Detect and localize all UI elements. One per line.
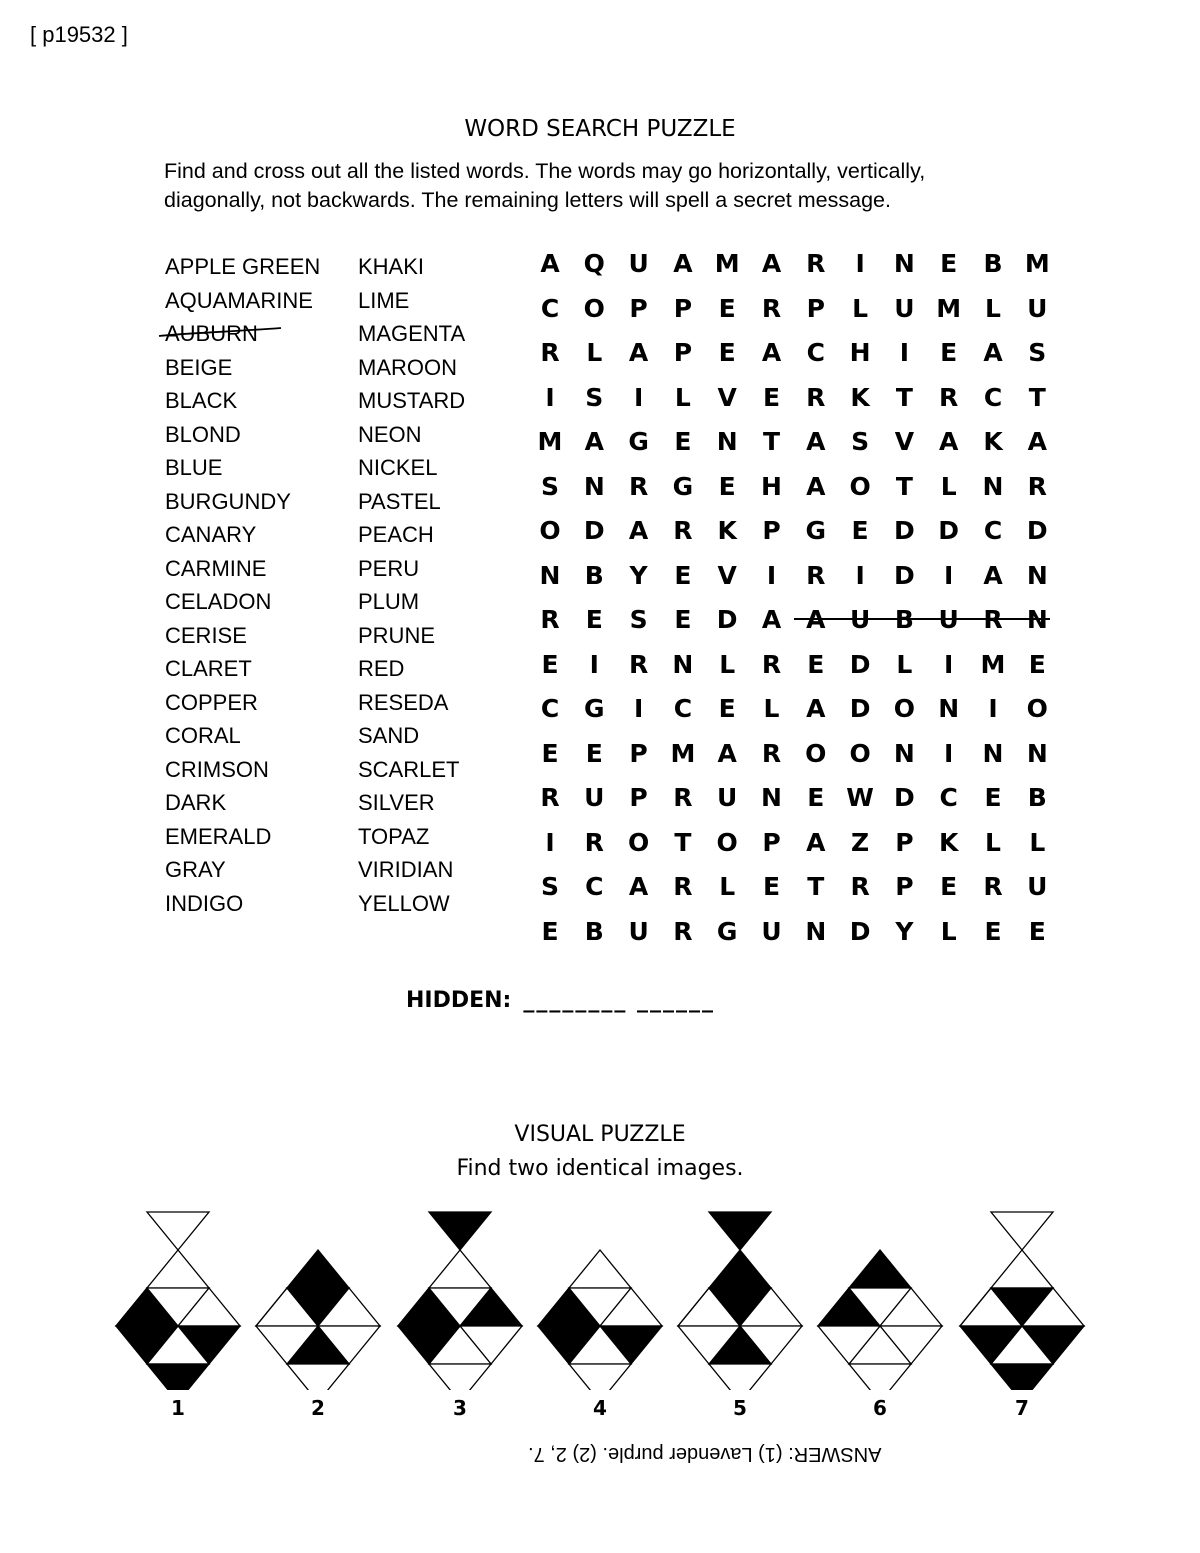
grid-letter: H [761, 471, 782, 501]
word-list-item: LIME [358, 287, 410, 313]
grid-letter: S [585, 382, 604, 412]
grid-letter: A [761, 338, 782, 367]
grid-letter: V [717, 382, 737, 412]
grid-letter: R [673, 916, 693, 946]
grid-letter: C [806, 338, 825, 367]
grid-letter: G [672, 471, 694, 501]
visual-puzzle-title: VISUAL PUZZLE [514, 1122, 686, 1147]
grid-letter: T [807, 872, 825, 901]
empty-triangle [709, 1364, 771, 1390]
grid-letter: T [895, 471, 913, 501]
grid-letter: K [717, 516, 737, 545]
word-list-item: SAND [358, 723, 420, 748]
word-list-item: CANARY [165, 522, 257, 547]
grid-letter: L [763, 694, 780, 723]
grid-letter: M [936, 293, 962, 323]
puzzle-shape [538, 1250, 662, 1390]
grid-letter: U [849, 605, 871, 634]
word-list-column-1 [165, 250, 320, 920]
grid-letter: G [628, 427, 649, 456]
grid-letter: E [984, 916, 1002, 946]
word-list-item: GRAY [165, 857, 226, 882]
grid-letter: E [807, 783, 825, 812]
grid-letter: P [629, 783, 648, 812]
grid-letter: R [1027, 471, 1047, 501]
grid-letter: B [584, 916, 604, 946]
grid-letter: U [894, 293, 915, 323]
grid-letter: A [717, 738, 737, 768]
empty-triangle [147, 1212, 209, 1250]
grid-letter: N [672, 649, 694, 679]
filled-triangle [709, 1212, 771, 1250]
grid-letter: R [628, 649, 649, 679]
grid-letter: R [540, 338, 560, 367]
word-list-item: AQUAMARINE [165, 287, 313, 313]
grid-letter: S [540, 471, 559, 501]
grid-letter: D [849, 694, 871, 723]
grid-letter: E [940, 872, 958, 901]
word-list-item: PLUM [358, 589, 420, 614]
word-list-item: COPPER [165, 689, 258, 715]
empty-triangle [991, 1250, 1053, 1288]
grid-letter: R [673, 516, 693, 545]
grid-letter: A [1027, 427, 1047, 456]
word-list-item: CELADON [165, 589, 272, 614]
grid-letter: D [894, 783, 915, 812]
grid-letter: A [983, 338, 1003, 367]
grid-letter: A [673, 249, 693, 278]
shape-number-label: 2 [311, 1396, 325, 1420]
grid-letter: I [944, 560, 954, 590]
grid-letter: B [894, 605, 914, 634]
grid-letter: E [674, 605, 692, 634]
filled-triangle [709, 1250, 771, 1288]
grid-letter: K [850, 382, 870, 412]
grid-letter: U [628, 916, 649, 946]
grid-letter: A [628, 516, 649, 545]
grid-letter: N [805, 916, 827, 946]
grid-letter: A [806, 827, 826, 857]
word-list-item: EMERALD [165, 823, 272, 849]
grid-letter: R [983, 872, 1003, 901]
grid-letter: G [805, 516, 827, 545]
word-list-item: PASTEL [358, 488, 441, 514]
filled-triangle [991, 1364, 1053, 1390]
grid-letter: B [584, 560, 604, 590]
grid-letter: C [939, 783, 958, 812]
grid-letter: D [849, 649, 871, 679]
word-list-item: APPLE GREEN [165, 254, 321, 279]
grid-letter: Z [851, 827, 870, 857]
visual-puzzle-shapes [0, 1200, 1200, 1390]
word-list-item: CORAL [165, 723, 241, 748]
grid-letter: O [849, 471, 871, 501]
grid-letter: T [762, 427, 781, 456]
grid-letter: N [539, 560, 561, 590]
shape-number-label: 7 [1015, 1396, 1029, 1420]
grid-letter: A [806, 471, 826, 501]
word-search-title: WORD SEARCH PUZZLE [464, 116, 736, 142]
word-list-item: NICKEL [358, 455, 438, 480]
grid-letter: G [584, 694, 605, 723]
grid-letter: L [985, 827, 1001, 857]
grid-letter: E [674, 560, 692, 590]
filled-triangle [429, 1212, 491, 1250]
empty-triangle [429, 1364, 491, 1390]
grid-letter: T [895, 382, 913, 412]
grid-letter: Q [583, 249, 605, 278]
grid-letter: R [628, 471, 649, 501]
grid-letter: C [585, 872, 604, 901]
grid-letter: E [541, 738, 559, 768]
empty-triangle [849, 1364, 911, 1390]
word-list-item: BEIGE [165, 354, 233, 380]
grid-letter: R [540, 783, 560, 812]
word-list-item: CARMINE [165, 555, 267, 581]
word-list-item: INDIGO [165, 890, 244, 916]
grid-letter: K [983, 427, 1003, 456]
grid-letter: A [628, 872, 649, 901]
grid-letter: K [939, 827, 959, 857]
empty-triangle [569, 1364, 631, 1390]
word-list-item: SCARLET [358, 756, 460, 782]
grid-letter: A [806, 605, 826, 634]
grid-letter: A [939, 427, 959, 456]
grid-letter: I [633, 382, 644, 412]
puzzle-shape [960, 1212, 1084, 1390]
grid-letter: B [1027, 783, 1047, 812]
word-list-item: CERISE [165, 622, 247, 648]
grid-letter: A [983, 560, 1003, 590]
grid-letter: E [585, 738, 603, 768]
grid-letter: N [1026, 560, 1048, 590]
grid-letter: N [1026, 605, 1048, 634]
visual-puzzle-subtitle: Find two identical images. [456, 1156, 744, 1181]
grid-letter: I [944, 649, 954, 679]
grid-letter: S [540, 872, 559, 901]
filled-triangle [147, 1364, 209, 1390]
grid-letter: Y [895, 916, 914, 946]
grid-letter: R [806, 382, 826, 412]
grid-letter: N [893, 738, 915, 768]
grid-letter: E [851, 516, 869, 545]
instructions-line-1: Find and cross out all the listed words. The words may go horizontally, vertically, [164, 159, 926, 183]
grid-letter: L [1029, 827, 1046, 857]
grid-letter: A [806, 427, 826, 456]
grid-letter: L [674, 382, 691, 412]
grid-letter: D [1026, 516, 1048, 545]
word-list-item: VIRIDIAN [358, 857, 454, 882]
grid-letter: H [849, 338, 871, 367]
grid-letter: L [985, 293, 1001, 323]
grid-letter: C [540, 293, 560, 323]
grid-letter: L [852, 293, 869, 323]
grid-letter: O [893, 694, 916, 723]
grid-letter: S [851, 427, 870, 456]
grid-letter: I [589, 649, 599, 679]
grid-letter: D [938, 516, 960, 545]
grid-letter: E [674, 427, 692, 456]
puzzle-shape [398, 1212, 522, 1390]
grid-letter: E [1028, 649, 1046, 679]
grid-letter: O [805, 738, 827, 768]
grid-letter: I [988, 694, 998, 723]
grid-letter: A [584, 427, 604, 456]
grid-letter: S [629, 605, 648, 634]
grid-letter: M [1024, 249, 1050, 278]
grid-letter: E [585, 605, 603, 634]
word-list-item: CLARET [165, 656, 252, 681]
grid-letter: N [716, 427, 738, 456]
grid-letter: R [540, 605, 560, 634]
empty-triangle [429, 1250, 491, 1288]
grid-letter: R [761, 738, 782, 768]
shape-number-label: 4 [593, 1396, 607, 1420]
grid-letter: D [894, 516, 915, 545]
grid-letter: L [719, 649, 736, 679]
word-list-item: KHAKI [358, 254, 425, 279]
grid-letter: R [673, 872, 693, 901]
word-list-item: BLUE [165, 455, 223, 480]
grid-letter: R [806, 560, 826, 590]
grid-letter: I [545, 827, 555, 857]
grid-letter: O [539, 516, 561, 545]
puzzle-shape [256, 1250, 380, 1390]
grid-letter: E [1028, 916, 1046, 946]
grid-letter: E [940, 338, 958, 367]
grid-letter: U [761, 916, 782, 946]
grid-letter: M [714, 249, 740, 278]
grid-letter: U [1027, 293, 1048, 323]
grid-letter: N [761, 783, 782, 812]
grid-letter: E [762, 382, 781, 412]
grid-letter: N [938, 694, 960, 723]
grid-letter: T [1028, 382, 1046, 412]
grid-letter: R [761, 293, 782, 323]
grid-letter: P [629, 738, 648, 768]
grid-letter: L [940, 916, 957, 946]
empty-triangle [569, 1250, 631, 1288]
grid-letter: U [628, 249, 649, 278]
grid-letter: E [807, 649, 825, 679]
shape-number-label: 3 [453, 1396, 467, 1420]
grid-letter: E [718, 471, 736, 501]
grid-letter: I [855, 560, 865, 590]
filled-triangle [287, 1250, 349, 1288]
grid-letter: D [894, 560, 915, 590]
grid-letter: U [938, 605, 959, 634]
grid-letter: A [628, 338, 649, 367]
grid-letter: L [940, 471, 957, 501]
puzzle-shape [678, 1212, 802, 1390]
puzzle-shape [818, 1250, 942, 1390]
instructions-line-2: diagonally, not backwards. The remaining letters will spell a secret message. [164, 188, 891, 212]
word-list-item: RESEDA [358, 689, 449, 715]
grid-letter: O [583, 293, 605, 323]
word-list-item: MAGENTA [358, 321, 466, 346]
word-list-item-crossed: AUBURN [165, 317, 320, 351]
hidden-label: HIDDEN: [406, 988, 512, 1013]
grid-letter: C [983, 382, 1003, 412]
grid-letter: R [939, 382, 959, 412]
word-list-item: SILVER [358, 790, 435, 815]
grid-letter: A [806, 694, 826, 723]
shape-number-label: 6 [873, 1396, 887, 1420]
empty-triangle [287, 1364, 349, 1390]
grid-letter: E [718, 694, 736, 723]
grid-letter: I [899, 338, 910, 367]
word-list-item: BLOND [165, 421, 241, 447]
answer-text: ANSWER: (1) Lavender purple. (2) 2, 7. [528, 1443, 882, 1465]
grid-letter: R [761, 649, 782, 679]
grid-letter: E [940, 249, 958, 278]
grid-letter: P [629, 293, 648, 323]
word-list-item: CRIMSON [165, 756, 269, 782]
word-list-column-2 [358, 250, 465, 920]
word-list-item: BURGUNDY [165, 488, 291, 514]
grid-letter: I [944, 738, 954, 768]
hidden-message-row [406, 988, 715, 1013]
word-list-item: RED [358, 656, 405, 681]
letter-grid [528, 243, 1058, 953]
grid-letter: R [584, 827, 604, 857]
word-list-item: PEACH [358, 522, 434, 547]
grid-letter: I [766, 560, 777, 590]
word-list-item: NEON [358, 421, 422, 447]
grid-letter: I [545, 382, 555, 412]
grid-letter: E [984, 783, 1002, 812]
word-list-item: YELLOW [358, 890, 450, 916]
grid-letter: C [983, 516, 1003, 545]
grid-letter: M [670, 738, 696, 768]
word-list-item: MUSTARD [358, 388, 466, 413]
page-id: [ p19532 ] [30, 22, 128, 47]
grid-letter: Y [629, 560, 648, 590]
word-list-item: BLACK [165, 388, 238, 413]
grid-letter: W [846, 783, 874, 812]
grid-letter: C [540, 694, 560, 723]
grid-letter: I [633, 694, 644, 723]
grid-letter: E [541, 649, 559, 679]
grid-letter: R [673, 783, 693, 812]
grid-letter: O [849, 738, 871, 768]
grid-letter: N [893, 249, 915, 278]
grid-letter: A [761, 249, 782, 278]
empty-triangle [991, 1212, 1053, 1250]
grid-letter: S [1028, 338, 1047, 367]
grid-letter: P [895, 827, 914, 857]
grid-letter: D [849, 916, 871, 946]
grid-letter: N [1026, 738, 1048, 768]
grid-letter: G [716, 916, 738, 946]
grid-letter: P [762, 516, 781, 545]
word-strike-mark [157, 326, 287, 340]
grid-letter: O [716, 827, 738, 857]
word-list-item: MAROON [358, 354, 457, 380]
word-list-item: DARK [165, 790, 227, 815]
grid-letter: I [855, 249, 865, 278]
grid-letter: A [540, 249, 560, 278]
filled-triangle [849, 1250, 911, 1288]
grid-letter: R [806, 249, 826, 278]
grid-letter: O [627, 827, 650, 857]
grid-letter: D [716, 605, 738, 634]
grid-letter: U [717, 783, 738, 812]
shape-number-label: 1 [171, 1396, 185, 1420]
grid-letter: P [806, 293, 825, 323]
shape-number-label: 5 [733, 1396, 747, 1420]
answer-line [0, 1442, 1200, 1465]
grid-letter: P [673, 338, 693, 367]
grid-letter: U [584, 783, 605, 812]
word-list-item: PERU [358, 555, 420, 581]
grid-letter: V [894, 427, 915, 456]
grid-letter: M [537, 427, 563, 456]
grid-letter: L [586, 338, 603, 367]
grid-letter: O [1026, 694, 1048, 723]
puzzle-shape [116, 1212, 240, 1390]
grid-letter: E [718, 338, 736, 367]
word-search-instructions [164, 157, 1064, 215]
grid-letter: U [1027, 872, 1048, 901]
grid-letter: N [982, 471, 1004, 501]
word-list-item: PRUNE [358, 622, 436, 648]
grid-letter: C [673, 694, 693, 723]
grid-letter: E [762, 872, 781, 901]
word-list-item: TOPAZ [358, 823, 430, 849]
grid-letter: E [718, 293, 736, 323]
empty-triangle [147, 1250, 209, 1288]
grid-letter: N [982, 738, 1004, 768]
grid-letter: D [583, 516, 605, 545]
grid-letter: A [761, 605, 782, 634]
grid-letter: L [896, 649, 913, 679]
grid-letter: B [983, 249, 1003, 278]
hidden-blanks: ________ ______ [523, 988, 716, 1013]
grid-letter: R [850, 872, 870, 901]
grid-letter: V [717, 560, 737, 590]
grid-letter: M [980, 649, 1006, 679]
grid-letter: P [673, 293, 693, 323]
grid-letter: P [895, 872, 914, 901]
grid-letter: L [719, 872, 736, 901]
grid-letter: R [983, 605, 1003, 634]
grid-letter: P [762, 827, 781, 857]
grid-letter: T [674, 827, 692, 857]
grid-letter: E [541, 916, 559, 946]
grid-letter: N [583, 471, 605, 501]
